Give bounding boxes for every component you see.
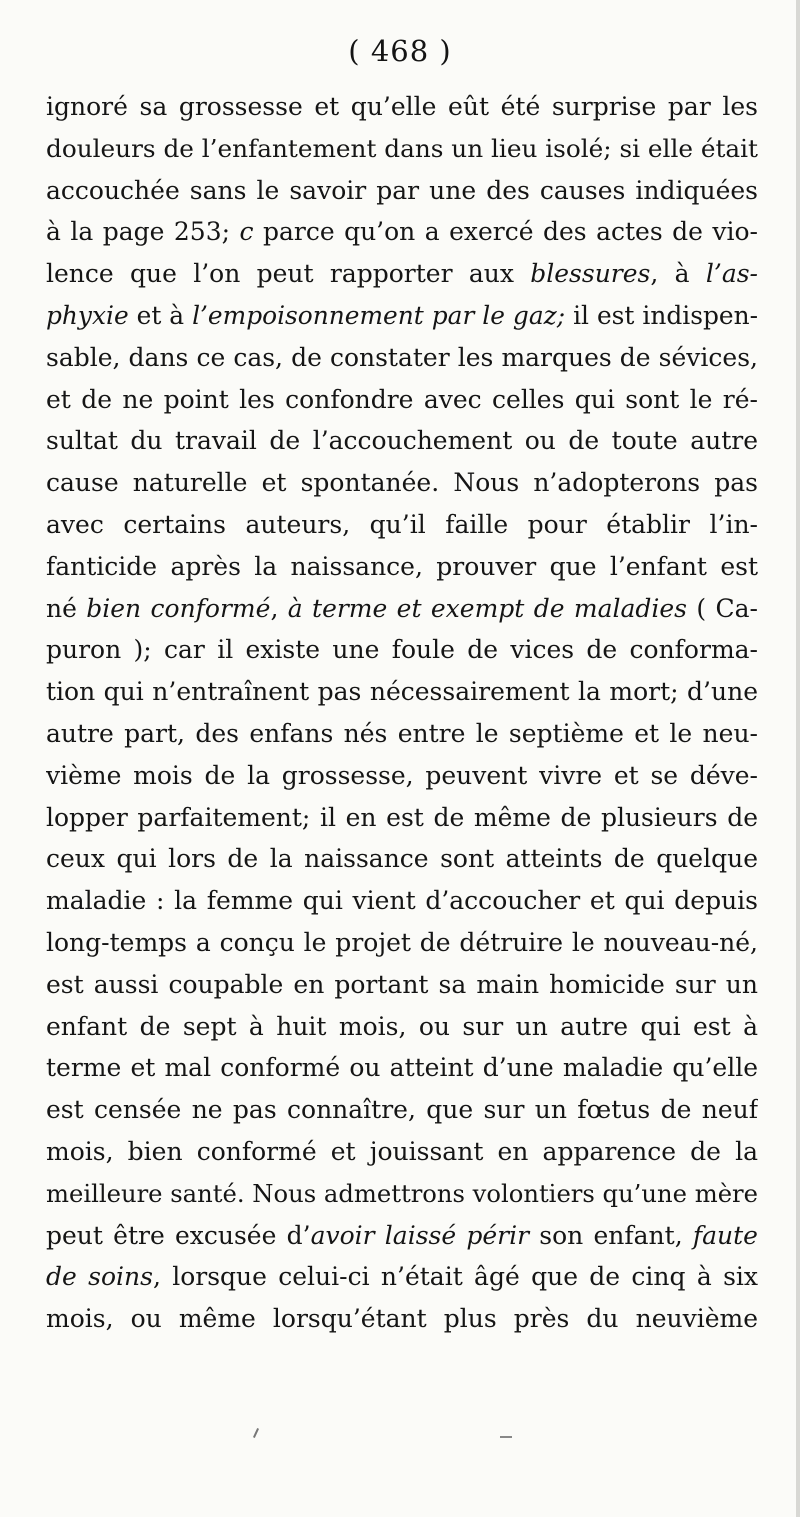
text-line — [46, 546, 758, 588]
text-segment: à la page 253; — [46, 217, 240, 247]
text-line — [46, 1173, 758, 1215]
text-line — [46, 713, 758, 755]
italic-text: l’empoisonnement par le gaz; — [192, 300, 566, 330]
text-line — [46, 379, 758, 421]
text-segment: terme et mal conformé ou atteint d’une maladie qu’elle — [46, 1053, 758, 1083]
text-line — [46, 922, 758, 964]
text-segment: avec certains auteurs, qu’il faille pour établir l’in- — [46, 509, 758, 539]
text-line — [46, 295, 758, 337]
text-line — [46, 629, 758, 671]
text-segment: mois, ou même lorsqu’étant plus près du neuvième — [46, 1304, 758, 1334]
text-segment: parce qu’on a exercé des actes de vio- — [253, 217, 758, 247]
text-line — [46, 170, 758, 212]
text-segment: son enfant, — [529, 1220, 693, 1250]
text-segment: ceux qui lors de la naissance sont atteints de quelque — [46, 844, 758, 874]
text-line — [46, 462, 758, 504]
text-segment: vième mois de la grossesse, peuvent vivre et se déve- — [46, 760, 758, 790]
text-segment: est aussi coupable en portant sa main homicide sur un — [46, 969, 758, 999]
text-segment: puron ); car il existe une foule de vices de conforma- — [46, 635, 758, 665]
text-line — [46, 1089, 758, 1131]
italic-text: l’as- — [705, 259, 758, 289]
text-line — [46, 211, 758, 253]
text-line — [46, 1006, 758, 1048]
text-line — [46, 504, 758, 546]
text-segment: , lorsque celui-ci n’était âgé que de cinq à six — [152, 1262, 758, 1292]
text-line — [46, 755, 758, 797]
text-line — [46, 253, 758, 295]
text-line — [46, 420, 758, 462]
text-segment: accouchée sans le savoir par une des causes indiquées — [46, 175, 758, 205]
page-number: ( 468 ) — [348, 34, 452, 68]
text-line — [46, 838, 758, 880]
italic-text: c — [239, 217, 254, 247]
text-segment: long-temps a conçu le projet de détruire le nouveau-né, — [46, 927, 758, 957]
text-segment: tion qui n’entraînent pas nécessairement la mort; d’une — [46, 677, 758, 707]
text-line — [46, 337, 758, 379]
text-segment: maladie : la femme qui vient d’accoucher et qui depuis — [46, 886, 758, 916]
ink-speck — [500, 1436, 512, 1438]
italic-text: blessures — [530, 259, 651, 289]
text-segment: fanticide après la naissance, prouver que l’enfant est — [46, 551, 758, 581]
text-segment: lopper parfaitement; il en est de même de plusieurs de — [46, 802, 758, 832]
text-line — [46, 128, 758, 170]
text-segment: , — [270, 593, 288, 623]
text-segment: peut être excusée d’ — [46, 1220, 311, 1250]
italic-text: avoir laissé périr — [310, 1220, 530, 1250]
text-segment: , à — [650, 259, 706, 289]
text-segment: est censée ne pas connaître, que sur un fœtus de neuf — [46, 1095, 758, 1125]
text-line — [46, 1047, 758, 1089]
text-segment: douleurs de l’enfantement dans un lieu isolé; si elle était — [46, 133, 758, 163]
text-segment: sable, dans ce cas, de constater les marques de sévices, — [46, 342, 758, 372]
body-text — [46, 86, 758, 1340]
text-line — [46, 1215, 758, 1257]
text-line — [46, 1256, 758, 1298]
text-segment: ( Ca- — [687, 593, 758, 623]
text-segment: mois, bien conformé et jouissant en apparence de la — [46, 1136, 758, 1166]
text-line — [46, 671, 758, 713]
text-segment: et de ne point les confondre avec celles qui sont le ré- — [46, 384, 758, 414]
text-segment: lence que l’on peut rapporter aux — [46, 259, 531, 289]
italic-text: phyxie — [46, 300, 129, 330]
text-segment: ignoré sa grossesse et qu’elle eût été surprise par les — [46, 92, 758, 121]
ink-speck — [253, 1428, 259, 1438]
text-line — [46, 1131, 758, 1173]
text-segment: sultat du travail de l’accouchement ou de toute autre — [46, 426, 758, 456]
text-line — [46, 588, 758, 630]
text-segment: né — [46, 593, 87, 623]
text-line — [46, 797, 758, 839]
text-line — [46, 964, 758, 1006]
text-segment: meilleure santé. Nous admettrons volontiers qu’une mère — [46, 1178, 758, 1208]
italic-text: de soins — [46, 1262, 153, 1292]
text-line — [46, 86, 758, 128]
italic-text: bien conformé — [86, 593, 271, 623]
italic-text: à terme et exempt de maladies — [287, 593, 687, 623]
text-segment: cause naturelle et spontanée. Nous n’adopterons pas — [46, 468, 758, 498]
text-segment: il est indispen- — [565, 300, 758, 330]
page-edge — [796, 0, 800, 1517]
text-line — [46, 1298, 758, 1340]
text-segment: enfant de sept à huit mois, ou sur un autre qui est à — [46, 1011, 758, 1041]
text-segment: et à — [128, 300, 193, 330]
text-segment: autre part, des enfans nés entre le septième et le neu- — [46, 718, 758, 748]
text-line — [46, 880, 758, 922]
italic-text: faute — [692, 1220, 758, 1250]
